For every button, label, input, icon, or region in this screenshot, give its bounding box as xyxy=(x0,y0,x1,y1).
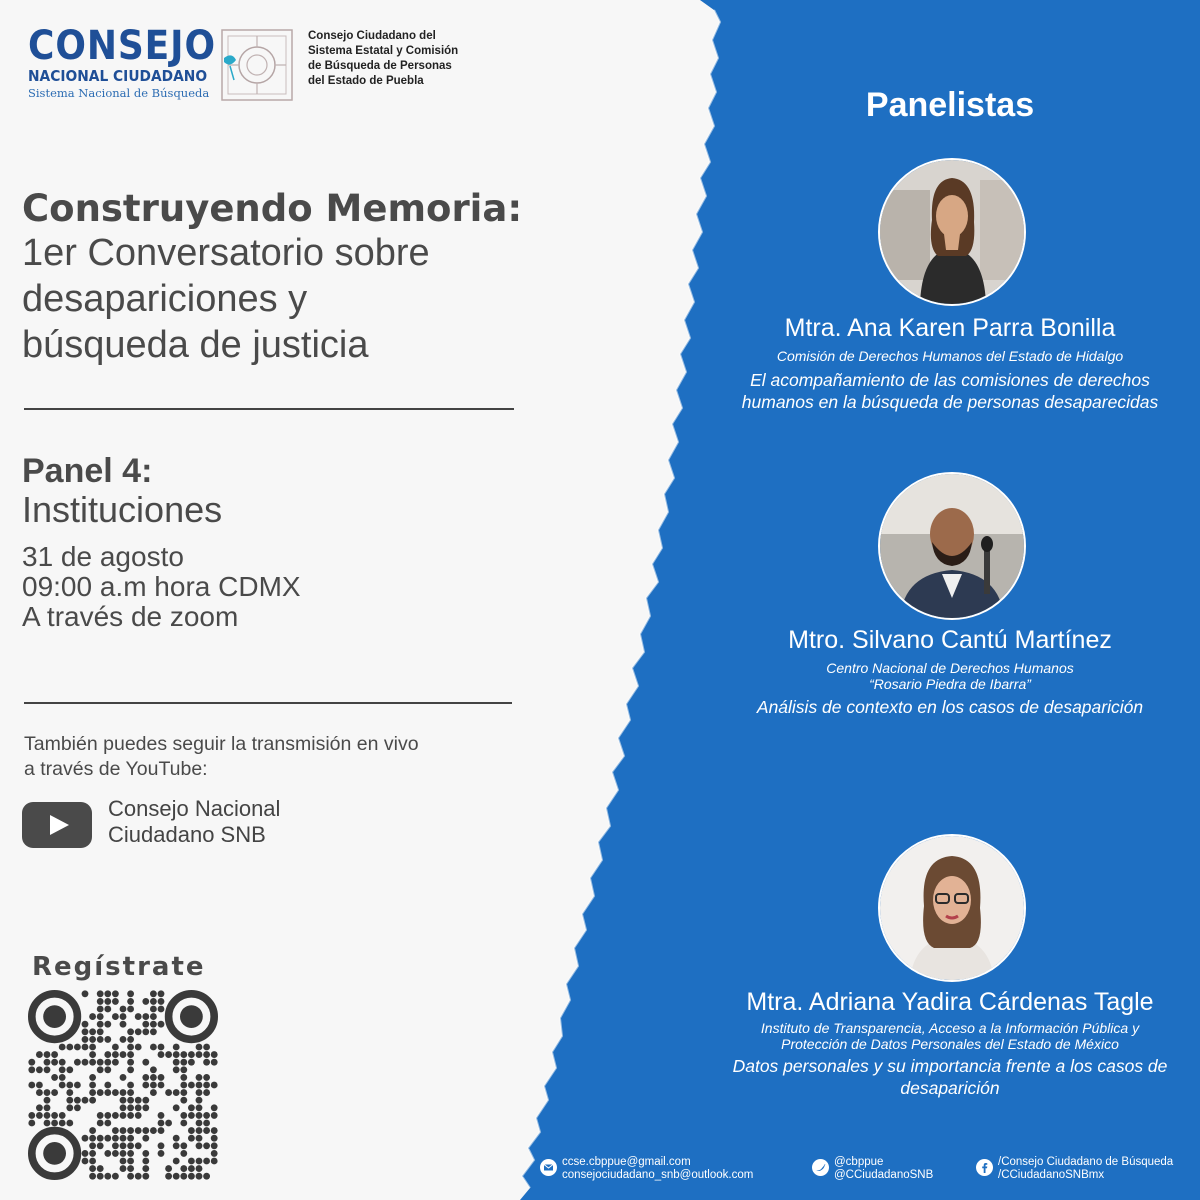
panelist-topic xyxy=(660,369,1200,413)
footer-contacts xyxy=(520,1148,1200,1200)
consejo-nacional-logo xyxy=(28,23,216,100)
stream-text-line: También puedes seguir la transmisión en vivo xyxy=(24,733,419,755)
event-time: 09:00 a.m hora CDMX xyxy=(22,571,301,602)
topic-line: humanos en la búsqueda de personas desaparecidas xyxy=(741,392,1159,412)
panelist-institution xyxy=(660,1020,1200,1052)
event-title-line: 1er Conversatorio sobre xyxy=(22,232,430,274)
twitter-handle: @cbppue xyxy=(834,1156,884,1168)
event-schedule xyxy=(22,542,301,632)
panelist-topic xyxy=(660,1055,1200,1099)
logo-line-3: Sistema Nacional de Búsqueda xyxy=(28,86,210,100)
event-date: 31 de agosto xyxy=(22,541,184,572)
twitter-icon xyxy=(812,1159,829,1176)
facebook-page: /Consejo Ciudadano de Búsqueda xyxy=(998,1156,1174,1168)
institution-line: Comisión de Derechos Humanos del Estado de Hidalgo xyxy=(776,348,1124,364)
twitter-handle: @CCiudadanoSNB xyxy=(834,1169,934,1181)
mail-icon xyxy=(540,1159,557,1176)
panelist-institution xyxy=(660,348,1200,364)
divider xyxy=(24,702,512,704)
topic-line: Datos personales y su importancia frente a los casos de xyxy=(732,1056,1168,1076)
puebla-seal-icon xyxy=(220,28,294,102)
logo-line-2: NACIONAL CIUDADANO xyxy=(28,67,208,85)
email-address: ccse.cbppue@gmail.com xyxy=(562,1156,691,1168)
institution-line: Centro Nacional de Derechos Humanos xyxy=(826,660,1074,676)
institution-line: Protección de Datos Personales del Estado de México xyxy=(781,1036,1119,1052)
panel-info xyxy=(22,452,222,530)
panelist-photo xyxy=(878,472,1026,620)
topic-line: El acompañamiento de las comisiones de derechos xyxy=(750,370,1150,390)
panel-name: Instituciones xyxy=(22,489,223,530)
event-title xyxy=(22,188,642,368)
panelist-name: Mtra. Adriana Yadira Cárdenas Tagle xyxy=(746,988,1154,1016)
institution-line: Instituto de Transparencia, Acceso a la Información Pública y xyxy=(760,1020,1140,1036)
partner-line: Consejo Ciudadano del xyxy=(308,30,436,42)
partner-line: del Estado de Puebla xyxy=(308,75,424,87)
email-address: consejociudadano_snb@outlook.com xyxy=(562,1169,754,1181)
panelists-section xyxy=(660,0,1200,1200)
footer-facebook[interactable] xyxy=(976,1156,1173,1182)
partner-organization-name xyxy=(308,29,528,89)
panelist-name: Mtro. Silvano Cantú Martínez xyxy=(788,626,1112,654)
youtube-channel-link[interactable] xyxy=(108,796,280,848)
register-label: Regístrate xyxy=(32,952,206,982)
partner-line: Sistema Estatal y Comisión xyxy=(308,45,459,57)
channel-line: Ciudadano SNB xyxy=(108,822,266,847)
panelists-heading: Panelistas xyxy=(865,86,1035,124)
facebook-icon xyxy=(976,1159,993,1176)
panelist-photo xyxy=(878,158,1026,306)
partner-line: de Búsqueda de Personas xyxy=(308,60,452,72)
divider xyxy=(24,408,514,410)
youtube-icon[interactable] xyxy=(22,800,92,850)
topic-line: Análisis de contexto en los casos de desaparición xyxy=(756,697,1144,717)
footer-twitter[interactable] xyxy=(812,1156,933,1182)
topic-line: desaparición xyxy=(900,1078,1000,1098)
event-title-line: búsqueda de justicia xyxy=(22,324,369,366)
event-platform: A través de zoom xyxy=(22,601,239,632)
qr-code[interactable] xyxy=(28,990,218,1180)
panel-label: Panel 4: xyxy=(22,452,153,490)
event-title-bold: Construyendo Memoria: xyxy=(22,187,523,230)
logo-line-1: CONSEJO xyxy=(28,23,216,69)
footer-email[interactable] xyxy=(540,1156,753,1182)
panelist-name: Mtra. Ana Karen Parra Bonilla xyxy=(784,314,1116,342)
stream-info xyxy=(24,732,544,782)
panelist-photo xyxy=(878,834,1026,982)
channel-line: Consejo Nacional xyxy=(108,796,281,821)
panelist-institution xyxy=(660,660,1200,692)
event-title-line: desapariciones y xyxy=(22,278,308,320)
institution-line: “Rosario Piedra de Ibarra” xyxy=(869,676,1031,692)
facebook-page: /CCiudadanoSNBmx xyxy=(998,1169,1105,1181)
panelist-topic xyxy=(660,696,1200,718)
stream-text-line: a través de YouTube: xyxy=(24,758,208,780)
